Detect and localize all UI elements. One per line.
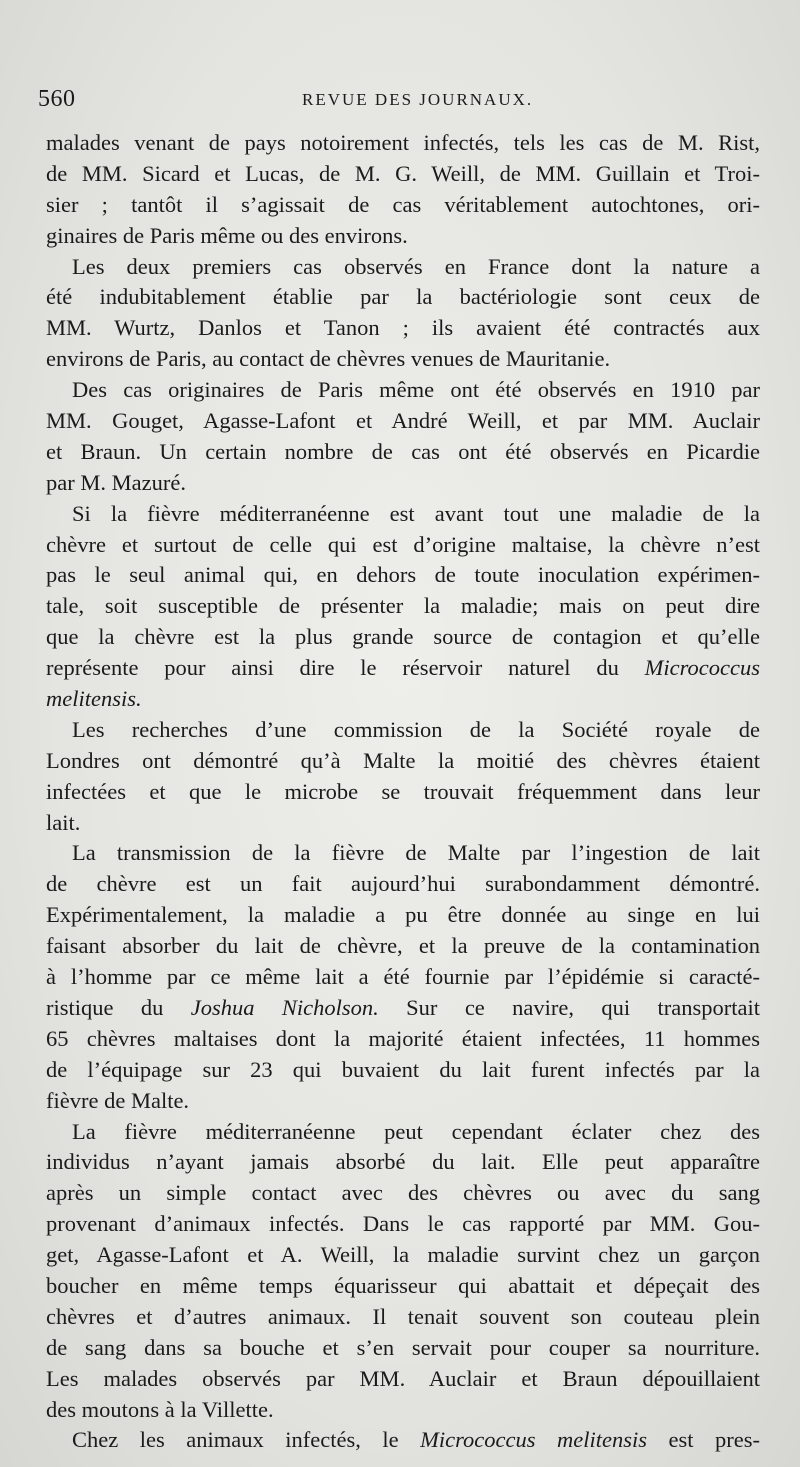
text-line (46, 808, 760, 839)
text-line (46, 468, 760, 499)
line-text-after: Sur ce navire, qui transportait (406, 994, 761, 1020)
text-line (46, 653, 760, 684)
text-line (46, 1395, 760, 1426)
line-text: chèvres et d’autres animaux. Il tenait souvent son couteau plein (46, 1303, 760, 1329)
line-text: get, Agasse-Lafont et A. Weill, la maladie survint chez un garçon (46, 1242, 760, 1268)
text-line (46, 931, 760, 962)
italic-term: Joshua Nicholson. (190, 994, 379, 1020)
text-line (46, 344, 760, 375)
line-text: La transmission de la fièvre de Malte par l’ingestion de lait (72, 840, 760, 866)
line-text: La fièvre méditerranéenne peut cependant éclater chez des (72, 1118, 760, 1144)
line-text: de chèvre est un fait aujourd’hui surabondamment démontré. (46, 871, 760, 897)
text-line (46, 530, 760, 561)
line-text: tale, soit susceptible de présenter la maladie; mais on peut dire (46, 593, 760, 619)
line-text: à l’homme par ce même lait a été fournie par l’épidémie si caracté- (46, 964, 760, 990)
line-text: sier ; tantôt il s’agissait de cas véritablement autochtones, ori- (46, 191, 760, 217)
text-line (46, 622, 760, 653)
line-text: individus n’ayant jamais absorbé du lait. Elle peut apparaître (46, 1149, 760, 1175)
line-text: chèvre et surtout de celle qui est d’origine maltaise, la chèvre n’est (46, 531, 760, 557)
page-number: 560 (38, 86, 76, 112)
text-line (46, 715, 760, 746)
text-line (46, 282, 760, 313)
text-line (46, 1425, 760, 1456)
text-line (46, 746, 760, 777)
line-text: MM. Gouget, Agasse-Lafont et André Weill, et par MM. Auclair (46, 408, 760, 434)
line-text: Des cas originaires de Paris même ont été observés en 1910 par (72, 377, 760, 403)
text-line (46, 1024, 760, 1055)
line-text: provenant d’animaux infectés. Dans le cas rapporté par MM. Gou- (46, 1211, 760, 1237)
text-line (46, 1209, 760, 1240)
text-line (46, 1271, 760, 1302)
italic-term: Micrococcus (644, 655, 761, 681)
text-line (46, 900, 760, 931)
line-text: des moutons à la Villette. (46, 1396, 274, 1422)
text-line (46, 591, 760, 622)
line-text: été indubitablement établie par la bactériologie sont ceux de (46, 284, 760, 310)
text-line (46, 869, 760, 900)
line-text: Si la fièvre méditerranéenne est avant tout une maladie de la (72, 500, 760, 526)
line-text: de sang dans sa bouche et s’en servait pour couper sa nourriture. (46, 1334, 760, 1360)
running-head: REVUE DES JOURNAUX. (302, 90, 534, 109)
line-text: infectées et que le microbe se trouvait fréquemment dans leur (46, 778, 760, 804)
line-text: Les malades observés par MM. Auclair et Braun dépouillaient (46, 1365, 760, 1391)
text-line (46, 252, 760, 283)
text-line (46, 962, 760, 993)
text-line (46, 993, 760, 1024)
line-text: ginaires de Paris même ou des environs. (46, 222, 408, 248)
italic-term: melitensis. (46, 686, 142, 712)
line-text-after: est pres- (668, 1427, 760, 1453)
line-text: de MM. Sicard et Lucas, de M. G. Weill, de MM. Guillain et Troi- (46, 160, 760, 186)
line-text: 65 chèvres maltaises dont la majorité étaient infectées, 11 hommes (46, 1025, 760, 1051)
text-line (46, 560, 760, 591)
line-text: représente pour ainsi dire le réservoir naturel du (46, 655, 619, 681)
text-line (46, 1086, 760, 1117)
body-text (46, 128, 760, 1456)
line-text: Londres ont démontré qu’à Malte la moitié des chèvres étaient (46, 747, 760, 773)
text-line (46, 777, 760, 808)
text-line (46, 838, 760, 869)
text-line (46, 190, 760, 221)
line-text: ristique du (46, 994, 164, 1020)
text-line (46, 221, 760, 252)
text-line (46, 1055, 760, 1086)
line-text: lait. (46, 809, 81, 835)
text-line (46, 499, 760, 530)
line-text: Les recherches d’une commission de la Société royale de (72, 716, 760, 742)
text-line (46, 406, 760, 437)
line-text: Les deux premiers cas observés en France dont la nature a (72, 253, 760, 279)
line-text: boucher en même temps équarisseur qui abattait et dépeçait des (46, 1272, 760, 1298)
text-line (46, 313, 760, 344)
text-line (46, 1178, 760, 1209)
line-text: par M. Mazuré. (46, 469, 186, 495)
line-text: faisant absorber du lait de chèvre, et la preuve de la contamination (46, 933, 760, 959)
text-line (46, 1117, 760, 1148)
italic-term: Micrococcus melitensis (420, 1427, 647, 1453)
line-text: de l’équipage sur 23 qui buvaient du lait furent infectés par la (46, 1056, 760, 1082)
line-text: Chez les animaux infectés, le (72, 1427, 399, 1453)
line-text: après un simple contact avec des chèvres ou avec du sang (46, 1180, 760, 1206)
text-line (46, 1333, 760, 1364)
text-line (46, 1364, 760, 1395)
text-line (46, 128, 760, 159)
line-text: Expérimentalement, la maladie a pu être donnée au singe en lui (46, 902, 760, 928)
text-line (46, 375, 760, 406)
text-line (46, 684, 760, 715)
text-line (46, 1147, 760, 1178)
line-text: que la chèvre est la plus grande source de contagion et qu’elle (46, 624, 760, 650)
page-header (38, 86, 760, 120)
line-text: fièvre de Malte. (46, 1087, 190, 1113)
line-text: environs de Paris, au contact de chèvres venues de Mauritanie. (46, 346, 611, 372)
line-text: pas le seul animal qui, en dehors de toute inoculation expérimen- (46, 562, 760, 588)
text-line (46, 159, 760, 190)
line-text: MM. Wurtz, Danlos et Tanon ; ils avaient été contractés aux (46, 315, 760, 341)
line-text: malades venant de pays notoirement infectés, tels les cas de M. Rist, (46, 130, 760, 155)
line-text: et Braun. Un certain nombre de cas ont été observés en Picardie (46, 438, 760, 464)
text-line (46, 1240, 760, 1271)
text-line (46, 1302, 760, 1333)
text-line (46, 437, 760, 468)
